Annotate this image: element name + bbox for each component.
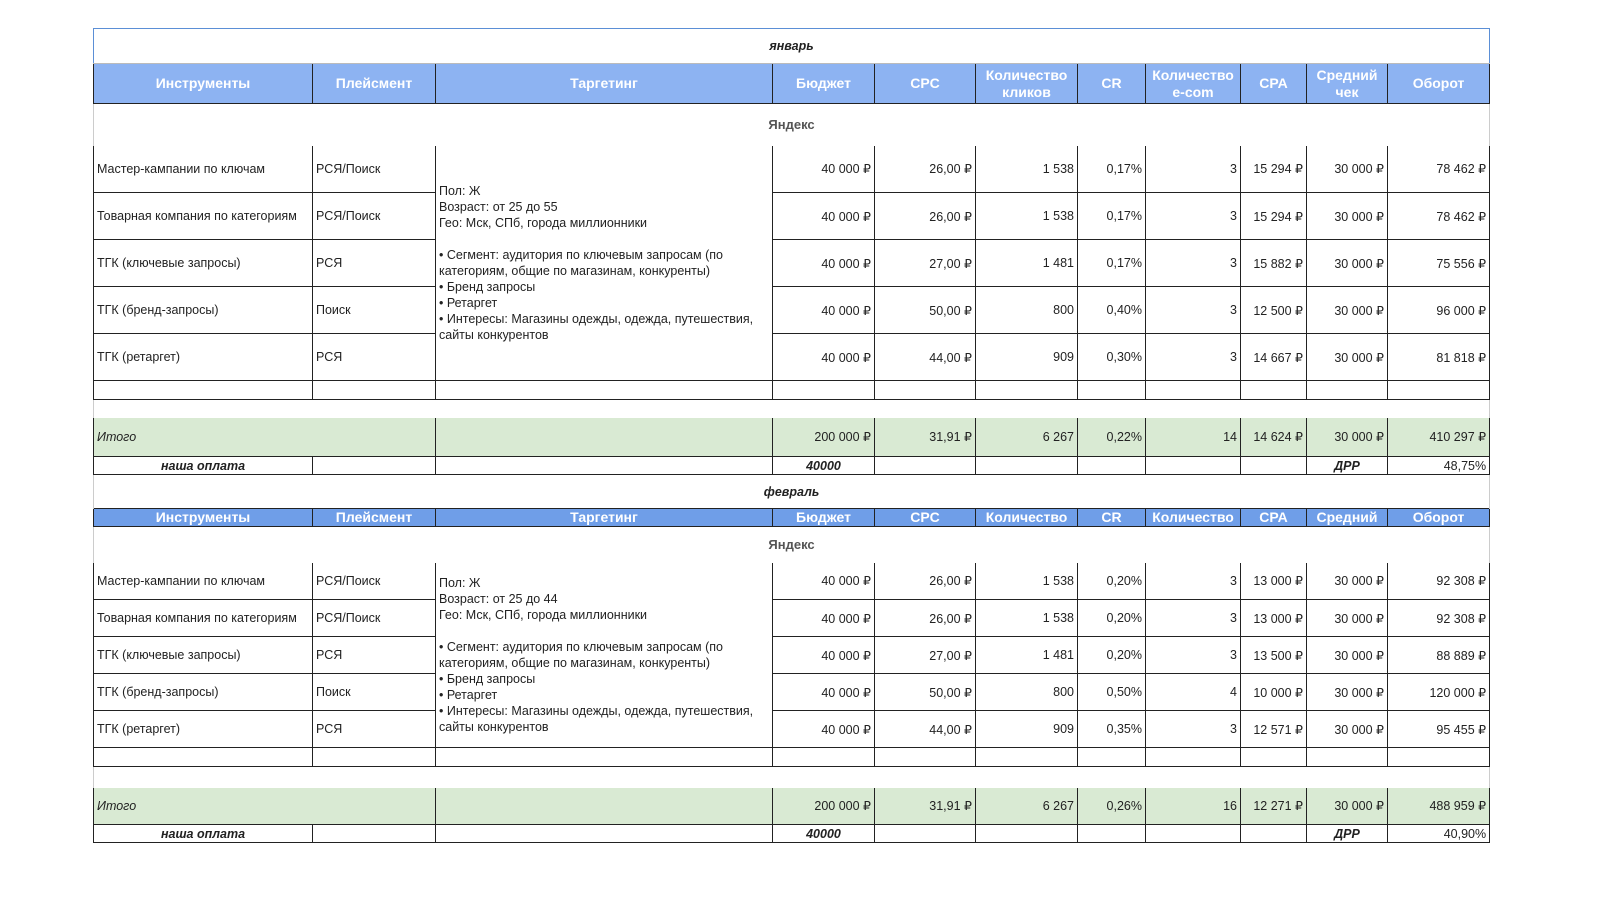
empty-cell[interactable] xyxy=(313,457,436,475)
table-row xyxy=(94,334,1490,381)
targeting-line: Пол: Ж xyxy=(439,575,481,590)
check-cell[interactable]: 30 000 ₽ xyxy=(1307,674,1388,711)
placement-cell[interactable]: РСЯ/Поиск xyxy=(313,563,436,600)
total-label[interactable]: Итого xyxy=(94,788,436,825)
empty-cell[interactable] xyxy=(313,825,436,843)
payment-label[interactable]: наша оплата xyxy=(94,457,313,475)
empty-cell[interactable] xyxy=(1241,457,1307,475)
check-cell[interactable]: 30 000 ₽ xyxy=(1307,146,1388,193)
targeting-line: Возраст: от 25 до 55 xyxy=(439,199,558,214)
targeting-line: • Интересы: Магазины одежды, одежда, путешествия, сайты конкурентов xyxy=(439,311,754,342)
empty-cell[interactable] xyxy=(1307,381,1388,400)
total-check[interactable]: 30 000 ₽ xyxy=(1307,788,1388,825)
clicks-cell[interactable]: 1 538 xyxy=(976,193,1078,240)
media-plan-table xyxy=(93,28,1490,843)
clicks-cell[interactable]: 909 xyxy=(976,334,1078,381)
empty-cell[interactable] xyxy=(1388,381,1490,400)
budget-cell[interactable]: 40 000 ₽ xyxy=(773,193,875,240)
tool-cell[interactable]: ТГК (бренд-запросы) xyxy=(94,674,313,711)
table-row xyxy=(94,674,1490,711)
cpa-cell[interactable]: 13 000 ₽ xyxy=(1241,563,1307,600)
revenue-cell[interactable]: 96 000 ₽ xyxy=(1388,287,1490,334)
budget-cell[interactable]: 40 000 ₽ xyxy=(773,600,875,637)
cr-cell[interactable]: 0,40% xyxy=(1078,287,1146,334)
budget-cell[interactable]: 40 000 ₽ xyxy=(773,240,875,287)
targeting-line: • Интересы: Магазины одежды, одежда, путешествия, сайты конкурентов xyxy=(439,703,754,734)
total-budget[interactable]: 200 000 ₽ xyxy=(773,418,875,457)
cr-cell[interactable]: 0,17% xyxy=(1078,146,1146,193)
empty-cell[interactable] xyxy=(976,381,1078,400)
empty-cell[interactable] xyxy=(1078,381,1146,400)
revenue-cell[interactable]: 95 455 ₽ xyxy=(1388,711,1490,748)
clicks-cell[interactable]: 1 538 xyxy=(976,146,1078,193)
table-row xyxy=(94,637,1490,674)
empty-cell[interactable] xyxy=(976,457,1078,475)
empty-cell[interactable] xyxy=(94,381,313,400)
col-cpc[interactable]: CPC xyxy=(875,64,976,104)
check-cell[interactable]: 30 000 ₽ xyxy=(1307,600,1388,637)
empty-row xyxy=(94,381,1490,400)
col-targeting[interactable]: Таргетинг xyxy=(436,64,773,104)
tool-cell[interactable]: ТГК (бренд-запросы) xyxy=(94,287,313,334)
placement-cell[interactable]: Поиск xyxy=(313,287,436,334)
col-instruments[interactable]: Инструменты xyxy=(94,509,313,527)
placement-cell[interactable]: Поиск xyxy=(313,674,436,711)
total-ecom[interactable]: 16 xyxy=(1146,788,1241,825)
clicks-cell[interactable]: 1 481 xyxy=(976,240,1078,287)
tool-cell[interactable]: Товарная компания по категориям xyxy=(94,193,313,240)
total-cpc[interactable]: 31,91 ₽ xyxy=(875,418,976,457)
col-avg-check[interactable]: Средний xyxy=(1307,509,1388,527)
check-cell[interactable]: 30 000 ₽ xyxy=(1307,563,1388,600)
empty-cell[interactable] xyxy=(875,825,976,843)
drr-value[interactable]: 40,90% xyxy=(1388,825,1490,843)
revenue-cell[interactable]: 92 308 ₽ xyxy=(1388,600,1490,637)
ecom-cell[interactable]: 3 xyxy=(1146,193,1241,240)
tool-cell[interactable]: Мастер-кампании по ключам xyxy=(94,146,313,193)
placement-cell[interactable]: РСЯ xyxy=(313,711,436,748)
targeting-line: • Ретаргет xyxy=(439,687,498,702)
revenue-cell[interactable]: 78 462 ₽ xyxy=(1388,193,1490,240)
ecom-cell[interactable]: 3 xyxy=(1146,334,1241,381)
spacer-row xyxy=(94,400,1490,418)
col-revenue[interactable]: Оборот xyxy=(1388,64,1490,104)
ecom-cell[interactable]: 3 xyxy=(1146,240,1241,287)
total-cpa[interactable]: 14 624 ₽ xyxy=(1241,418,1307,457)
tool-cell[interactable]: ТГК (ретаргет) xyxy=(94,711,313,748)
drr-value[interactable]: 48,75% xyxy=(1388,457,1490,475)
total-cr[interactable]: 0,22% xyxy=(1078,418,1146,457)
empty-cell[interactable] xyxy=(976,825,1078,843)
revenue-cell[interactable]: 92 308 ₽ xyxy=(1388,563,1490,600)
targeting-line: Пол: Ж xyxy=(439,183,481,198)
budget-cell[interactable]: 40 000 ₽ xyxy=(773,287,875,334)
placement-cell[interactable]: РСЯ/Поиск xyxy=(313,600,436,637)
targeting-cell[interactable] xyxy=(436,563,773,748)
cr-cell[interactable]: 0,50% xyxy=(1078,674,1146,711)
check-cell[interactable]: 30 000 ₽ xyxy=(1307,240,1388,287)
budget-cell[interactable]: 40 000 ₽ xyxy=(773,563,875,600)
ecom-cell[interactable]: 3 xyxy=(1146,637,1241,674)
budget-cell[interactable]: 40 000 ₽ xyxy=(773,637,875,674)
total-label[interactable]: Итого xyxy=(94,418,436,457)
empty-cell[interactable] xyxy=(875,381,976,400)
total-cr[interactable]: 0,26% xyxy=(1078,788,1146,825)
placement-cell[interactable]: РСЯ xyxy=(313,637,436,674)
table-row xyxy=(94,146,1490,193)
cpa-cell[interactable]: 10 000 ₽ xyxy=(1241,674,1307,711)
targeting-line: • Ретаргет xyxy=(439,295,498,310)
col-instruments[interactable]: Инструменты xyxy=(94,64,313,104)
section-title[interactable]: Яндекс xyxy=(94,527,1490,563)
empty-cell[interactable] xyxy=(875,748,976,767)
month-row-february xyxy=(94,475,1490,509)
empty-cell[interactable] xyxy=(436,788,773,825)
tool-cell[interactable]: ТГК (ключевые запросы) xyxy=(94,637,313,674)
check-cell[interactable]: 30 000 ₽ xyxy=(1307,193,1388,240)
cpa-cell[interactable]: 12 500 ₽ xyxy=(1241,287,1307,334)
table-row xyxy=(94,240,1490,287)
cr-cell[interactable]: 0,35% xyxy=(1078,711,1146,748)
empty-cell[interactable] xyxy=(436,825,773,843)
clicks-cell[interactable]: 1 481 xyxy=(976,637,1078,674)
empty-cell[interactable] xyxy=(1146,748,1241,767)
empty-cell[interactable] xyxy=(1146,457,1241,475)
budget-cell[interactable]: 40 000 ₽ xyxy=(773,146,875,193)
clicks-cell[interactable]: 800 xyxy=(976,674,1078,711)
payment-row xyxy=(94,825,1490,843)
header-row xyxy=(94,509,1490,527)
empty-cell[interactable] xyxy=(436,418,773,457)
revenue-cell[interactable]: 81 818 ₽ xyxy=(1388,334,1490,381)
cpa-cell[interactable]: 12 571 ₽ xyxy=(1241,711,1307,748)
header-row xyxy=(94,64,1490,104)
empty-cell[interactable] xyxy=(875,457,976,475)
cpc-cell[interactable]: 50,00 ₽ xyxy=(875,287,976,334)
revenue-cell[interactable]: 78 462 ₽ xyxy=(1388,146,1490,193)
empty-cell[interactable] xyxy=(1241,748,1307,767)
check-cell[interactable]: 30 000 ₽ xyxy=(1307,334,1388,381)
cpc-cell[interactable]: 27,00 ₽ xyxy=(875,637,976,674)
total-clicks[interactable]: 6 267 xyxy=(976,788,1078,825)
total-clicks[interactable]: 6 267 xyxy=(976,418,1078,457)
empty-cell[interactable] xyxy=(436,381,773,400)
cpa-cell[interactable]: 13 000 ₽ xyxy=(1241,600,1307,637)
cpc-cell[interactable]: 27,00 ₽ xyxy=(875,240,976,287)
cr-cell[interactable]: 0,17% xyxy=(1078,193,1146,240)
targeting-line: Гео: Мск, СПб, города миллионники xyxy=(439,607,648,622)
targeting-cell[interactable] xyxy=(436,146,773,381)
col-revenue[interactable]: Оборот xyxy=(1388,509,1490,527)
spacer-row xyxy=(94,767,1490,788)
cpa-cell[interactable]: 15 294 ₽ xyxy=(1241,146,1307,193)
placement-cell[interactable]: РСЯ xyxy=(313,334,436,381)
clicks-cell[interactable]: 909 xyxy=(976,711,1078,748)
payment-value[interactable]: 40000 xyxy=(773,457,875,475)
empty-cell[interactable] xyxy=(1078,748,1146,767)
total-revenue[interactable]: 488 959 ₽ xyxy=(1388,788,1490,825)
cr-cell[interactable]: 0,20% xyxy=(1078,637,1146,674)
drr-label[interactable]: ДРР xyxy=(1307,825,1388,843)
total-ecom[interactable]: 14 xyxy=(1146,418,1241,457)
empty-cell[interactable] xyxy=(1241,825,1307,843)
clicks-cell[interactable]: 800 xyxy=(976,287,1078,334)
empty-cell[interactable] xyxy=(313,381,436,400)
table-row xyxy=(94,193,1490,240)
cpa-cell[interactable]: 14 667 ₽ xyxy=(1241,334,1307,381)
cpc-cell[interactable]: 26,00 ₽ xyxy=(875,563,976,600)
total-check[interactable]: 30 000 ₽ xyxy=(1307,418,1388,457)
revenue-cell[interactable]: 120 000 ₽ xyxy=(1388,674,1490,711)
total-cpc[interactable]: 31,91 ₽ xyxy=(875,788,976,825)
empty-cell[interactable] xyxy=(1146,825,1241,843)
month-title[interactable]: февраль xyxy=(94,475,1490,509)
targeting-line: Гео: Мск, СПб, города миллионники xyxy=(439,215,648,230)
budget-cell[interactable]: 40 000 ₽ xyxy=(773,674,875,711)
placement-cell[interactable]: РСЯ/Поиск xyxy=(313,193,436,240)
table-row xyxy=(94,600,1490,637)
total-row xyxy=(94,788,1490,825)
check-cell[interactable]: 30 000 ₽ xyxy=(1307,287,1388,334)
cpc-cell[interactable]: 44,00 ₽ xyxy=(875,334,976,381)
col-cpa[interactable]: CPA xyxy=(1241,509,1307,527)
total-row xyxy=(94,418,1490,457)
drr-label[interactable]: ДРР xyxy=(1307,457,1388,475)
table-row xyxy=(94,287,1490,334)
empty-cell[interactable] xyxy=(94,767,1490,788)
col-placement[interactable]: Плейсмент xyxy=(313,509,436,527)
cpc-cell[interactable]: 26,00 ₽ xyxy=(875,146,976,193)
revenue-cell[interactable]: 88 889 ₽ xyxy=(1388,637,1490,674)
check-cell[interactable]: 30 000 ₽ xyxy=(1307,711,1388,748)
tool-cell[interactable]: ТГК (ретаргет) xyxy=(94,334,313,381)
ecom-cell[interactable]: 3 xyxy=(1146,287,1241,334)
tool-cell[interactable]: Товарная компания по категориям xyxy=(94,600,313,637)
total-revenue[interactable]: 410 297 ₽ xyxy=(1388,418,1490,457)
cpc-cell[interactable]: 44,00 ₽ xyxy=(875,711,976,748)
col-cpa[interactable]: CPA xyxy=(1241,64,1307,104)
targeting-line: • Бренд запросы xyxy=(439,279,536,294)
empty-cell[interactable] xyxy=(1078,825,1146,843)
table-row xyxy=(94,563,1490,600)
cr-cell[interactable]: 0,20% xyxy=(1078,563,1146,600)
empty-cell[interactable] xyxy=(94,748,313,767)
col-avg-check[interactable]: Средний чек xyxy=(1307,64,1388,104)
placement-cell[interactable]: РСЯ/Поиск xyxy=(313,146,436,193)
col-cr[interactable]: CR xyxy=(1078,509,1146,527)
month-title[interactable]: январь xyxy=(94,29,1490,64)
month-row-january xyxy=(94,29,1490,64)
total-budget[interactable]: 200 000 ₽ xyxy=(773,788,875,825)
empty-cell[interactable] xyxy=(773,381,875,400)
empty-cell[interactable] xyxy=(976,748,1078,767)
ecom-cell[interactable]: 3 xyxy=(1146,600,1241,637)
col-clicks[interactable]: Количество кликов xyxy=(976,64,1078,104)
col-cpc[interactable]: CPC xyxy=(875,509,976,527)
cpc-cell[interactable]: 26,00 ₽ xyxy=(875,600,976,637)
cpa-cell[interactable]: 15 294 ₽ xyxy=(1241,193,1307,240)
targeting-line: • Сегмент: аудитория по ключевым запросам (по категориям, общие по магазинам, конкуренты) xyxy=(439,247,724,278)
empty-cell[interactable] xyxy=(94,400,1490,418)
tool-cell[interactable]: Мастер-кампании по ключам xyxy=(94,563,313,600)
clicks-cell[interactable]: 1 538 xyxy=(976,600,1078,637)
section-title[interactable]: Яндекс xyxy=(94,104,1490,146)
empty-cell[interactable] xyxy=(1388,748,1490,767)
col-budget[interactable]: Бюджет xyxy=(773,509,875,527)
col-budget[interactable]: Бюджет xyxy=(773,64,875,104)
cr-cell[interactable]: 0,20% xyxy=(1078,600,1146,637)
budget-cell[interactable]: 40 000 ₽ xyxy=(773,334,875,381)
section-row xyxy=(94,527,1490,563)
cpc-cell[interactable]: 50,00 ₽ xyxy=(875,674,976,711)
empty-cell[interactable] xyxy=(1307,748,1388,767)
check-cell[interactable]: 30 000 ₽ xyxy=(1307,637,1388,674)
col-ecom[interactable]: Количество xyxy=(1146,509,1241,527)
payment-value[interactable]: 40000 xyxy=(773,825,875,843)
revenue-cell[interactable]: 75 556 ₽ xyxy=(1388,240,1490,287)
cpa-cell[interactable]: 13 500 ₽ xyxy=(1241,637,1307,674)
col-ecom[interactable]: Количество e-com xyxy=(1146,64,1241,104)
table-row xyxy=(94,711,1490,748)
empty-cell[interactable] xyxy=(773,748,875,767)
targeting-line: Возраст: от 25 до 44 xyxy=(439,591,558,606)
empty-cell[interactable] xyxy=(313,748,436,767)
ecom-cell[interactable]: 3 xyxy=(1146,563,1241,600)
col-placement[interactable]: Плейсмент xyxy=(313,64,436,104)
section-row xyxy=(94,104,1490,146)
empty-cell[interactable] xyxy=(1146,381,1241,400)
empty-cell[interactable] xyxy=(436,457,773,475)
budget-cell[interactable]: 40 000 ₽ xyxy=(773,711,875,748)
spreadsheet xyxy=(93,28,1489,843)
ecom-cell[interactable]: 4 xyxy=(1146,674,1241,711)
targeting-line: • Сегмент: аудитория по ключевым запросам (по категориям, общие по магазинам, конкуренты) xyxy=(439,639,724,670)
empty-cell[interactable] xyxy=(1241,381,1307,400)
clicks-cell[interactable]: 1 538 xyxy=(976,563,1078,600)
col-targeting[interactable]: Таргетинг xyxy=(436,509,773,527)
empty-row xyxy=(94,748,1490,767)
cr-cell[interactable]: 0,30% xyxy=(1078,334,1146,381)
tool-cell[interactable]: ТГК (ключевые запросы) xyxy=(94,240,313,287)
total-cpa[interactable]: 12 271 ₽ xyxy=(1241,788,1307,825)
cr-cell[interactable]: 0,17% xyxy=(1078,240,1146,287)
col-cr[interactable]: CR xyxy=(1078,64,1146,104)
ecom-cell[interactable]: 3 xyxy=(1146,146,1241,193)
placement-cell[interactable]: РСЯ xyxy=(313,240,436,287)
empty-cell[interactable] xyxy=(1078,457,1146,475)
targeting-line: • Бренд запросы xyxy=(439,671,536,686)
ecom-cell[interactable]: 3 xyxy=(1146,711,1241,748)
cpa-cell[interactable]: 15 882 ₽ xyxy=(1241,240,1307,287)
payment-row xyxy=(94,457,1490,475)
cpc-cell[interactable]: 26,00 ₽ xyxy=(875,193,976,240)
payment-label[interactable]: наша оплата xyxy=(94,825,313,843)
col-clicks[interactable]: Количество xyxy=(976,509,1078,527)
empty-cell[interactable] xyxy=(436,748,773,767)
